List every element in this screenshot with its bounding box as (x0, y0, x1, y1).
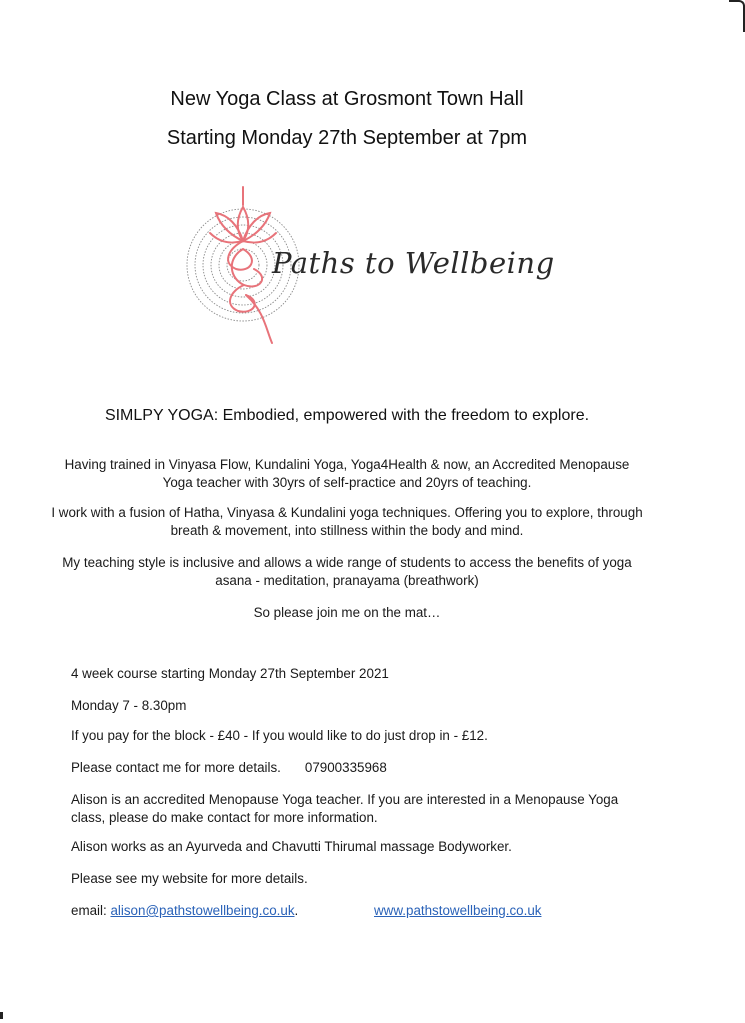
email-line (71, 902, 651, 920)
massage-info: Alison works as an Ayurveda and Chavutti Thirumal massage Bodyworker. (71, 839, 512, 854)
scan-edge-mark (0, 1012, 3, 1019)
course-time: Monday 7 - 8.30pm (71, 698, 187, 713)
intro-paragraph-style: My teaching style is inclusive and allows a wide range of students to access the benefits of yoga asana - meditation, pranayama (breathwork) (62, 555, 632, 588)
email-suffix: . (294, 903, 299, 918)
website-link[interactable]: www.pathstowellbeing.co.uk (374, 903, 542, 918)
phone-number[interactable]: 07900335968 (304, 760, 387, 775)
intro-paragraph-invite: So please join me on the mat… (253, 605, 441, 620)
flyer-title: New Yoga Class at Grosmont Town Hall (170, 88, 524, 110)
contact-label: Please contact me for more details. (71, 760, 281, 775)
intro-paragraph-techniques: I work with a fusion of Hatha, Vinyasa & Kundalini yoga techniques. Offering you to explore, through breath & movement, into stillness within the body and mind. (51, 505, 643, 538)
menopause-info: Alison is an accredited Menopause Yoga teacher. If you are interested in a Menopause Yoga class, please do make contact for more information. (71, 792, 619, 825)
email-label: email: (71, 903, 107, 918)
website-note: Please see my website for more details. (71, 871, 308, 886)
flyer-subtitle: Starting Monday 27th September at 7pm (166, 127, 528, 149)
course-pricing: If you pay for the block - £40 - If you would like to do just drop in - £12. (71, 728, 488, 743)
contact-line (71, 759, 651, 777)
intro-paragraph-training: Having trained in Vinyasa Flow, Kundalini Yoga, Yoga4Health & now, an Accredited Menopause Yoga teacher with 30yrs of self-practice and 20yrs of teaching. (64, 457, 630, 490)
email-link[interactable]: alison@pathstowellbeing.co.uk (110, 903, 295, 918)
logo-wordmark: Paths to Wellbeing (272, 246, 555, 280)
scan-corner-mark (729, 0, 745, 32)
tagline: SIMLPY YOGA: Embodied, empowered with the freedom to explore. (104, 407, 590, 424)
course-dates: 4 week course starting Monday 27th September 2021 (71, 666, 389, 681)
